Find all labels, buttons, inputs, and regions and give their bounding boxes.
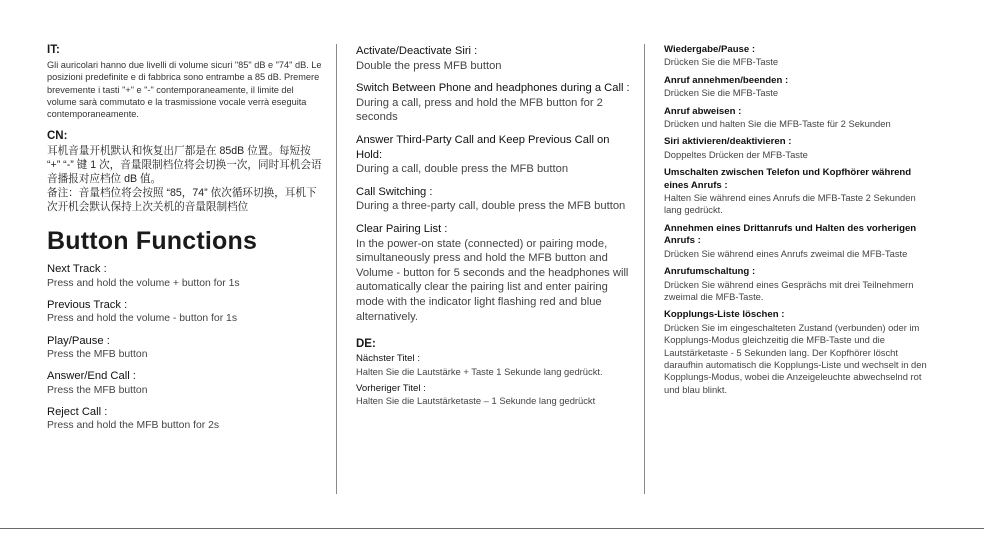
function-item xyxy=(356,185,632,214)
function-item xyxy=(664,309,934,396)
function-item xyxy=(47,298,325,327)
function-desc: Press the MFB button xyxy=(47,349,148,361)
function-title: Kopplungs-Liste löschen : xyxy=(664,309,785,321)
cn-heading: CN: xyxy=(47,130,68,143)
cn-paragraph-1: 耳机音量开机默认和恢复出厂都是在 85dB 位置。每短按 “+” “-” 键 1 次，音量限制档位将会切换一次，同时耳机会语音播报对应档位 dB 值。 xyxy=(47,145,322,186)
function-desc: Press and hold the volume + button for 1s xyxy=(47,277,240,289)
function-desc: In the power-on state (connected) or pairing mode, simultaneously press and hold the MFB button and Volume - button for 5 seconds and the headphones will automatically clear the pairing list and enter pairing mode with the indicator light flashing red and blue alternatively. xyxy=(356,237,629,323)
function-item xyxy=(664,136,934,161)
function-item xyxy=(664,167,934,217)
it-heading: IT: xyxy=(47,44,60,56)
function-title: Nächster Titel : xyxy=(356,353,420,365)
function-title: Annehmen eines Drittanrufs und Halten des vorherigen Anrufs : xyxy=(664,222,917,247)
function-item xyxy=(664,44,934,69)
function-title: Call Switching : xyxy=(356,185,433,198)
button-functions-heading: Button Functions xyxy=(47,227,258,256)
function-title: Vorheriger Titel : xyxy=(356,382,426,394)
function-title: Reject Call : xyxy=(47,405,108,418)
function-desc: Press the MFB button xyxy=(47,384,148,396)
column-middle xyxy=(356,44,632,413)
cn-paragraph-2: 备注：音量档位将会按照 “85，74” 依次循环切换，耳机下次开机会默认保持上次关机的音量限制档位 xyxy=(47,186,317,213)
function-desc: During a three-party call, double press the MFB button xyxy=(356,200,626,213)
function-title: Answer/End Call : xyxy=(47,370,136,383)
function-item xyxy=(47,405,325,434)
function-title: Next Track : xyxy=(47,263,107,276)
function-title: Activate/Deactivate Siri : xyxy=(356,45,478,57)
function-item xyxy=(47,262,325,291)
function-title: Anrufumschaltung : xyxy=(664,266,756,278)
function-desc: Drücken Sie die MFB-Taste xyxy=(664,87,779,99)
function-title: Previous Track : xyxy=(47,299,128,312)
function-item xyxy=(356,44,632,73)
function-title: Wiedergabe/Pause : xyxy=(664,44,756,55)
function-item xyxy=(664,223,934,260)
function-title: Umschalten zwischen Telefon und Kopfhörer während eines Anrufs : xyxy=(664,167,912,191)
function-title: Switch Between Phone and headphones during a Call : xyxy=(356,82,630,95)
function-item xyxy=(664,75,934,100)
function-title: Play/Pause : xyxy=(47,334,110,347)
de-heading: DE: xyxy=(356,338,376,351)
column-divider xyxy=(644,44,645,494)
function-desc: Drücken Sie während eines Anrufs zweimal die MFB-Taste xyxy=(664,247,908,259)
function-desc: During a call, double press the MFB button xyxy=(356,163,569,176)
function-desc: Drücken und halten Sie die MFB-Taste für 2 Sekunden xyxy=(664,118,891,130)
function-item xyxy=(664,106,934,131)
function-desc: Doppeltes Drücken der MFB-Taste xyxy=(664,148,808,160)
it-paragraph: Gli auricolari hanno due livelli di volume sicuri "85" dB e "74" dB. Le posizioni predefinite e di fabbrica sono entrambe a 85 dB. Premere brevemente i tasti "+" e "-" contemporaneamente, il limite del volume sarà commutato e la trasmissione vocale verrà eseguita contemporaneamente. xyxy=(47,60,322,120)
function-desc: Press and hold the MFB button for 2s xyxy=(47,420,220,432)
function-desc: During a call, press and hold the MFB button for 2 seconds xyxy=(356,96,603,124)
column-divider xyxy=(336,44,337,494)
page-bottom-rule xyxy=(0,528,984,529)
column-left xyxy=(47,44,325,441)
function-desc: Drücken Sie die MFB-Taste xyxy=(664,56,779,68)
function-desc: Drücken Sie im eingeschalteten Zustand (verbunden) oder im Kopplungs-Modus gleichzeitig die MFB-Taste und die Lautstärketaste - 5 Sekunden lang. Der Kopfhörer löscht daraufhin automatisch die Kopplungs-Liste und wechselt in den Kopplungs-Modus, wobei die Anzeigeleuchte abwechselnd rot und blau blinkt. xyxy=(664,321,927,395)
function-title: Siri aktivieren/deaktivieren : xyxy=(664,136,792,148)
function-item xyxy=(356,81,632,125)
function-item xyxy=(356,383,632,408)
function-title: Clear Pairing List : xyxy=(356,222,448,235)
function-item xyxy=(664,266,934,303)
function-desc: Halten Sie während eines Anrufs die MFB-Taste 2 Sekunden lang gedrückt. xyxy=(664,192,916,216)
function-item xyxy=(47,334,325,363)
function-item xyxy=(356,353,632,378)
function-title: Anruf abweisen : xyxy=(664,105,742,117)
function-desc: Double the press MFB button xyxy=(356,59,502,72)
function-item xyxy=(356,222,632,324)
function-desc: Halten Sie die Lautstärke + Taste 1 Sekunde lang gedrückt. xyxy=(356,365,603,377)
function-desc: Drücken Sie während eines Gesprächs mit drei Teilnehmern zweimal die MFB-Taste. xyxy=(664,278,914,302)
function-item xyxy=(356,133,632,177)
function-title: Answer Third-Party Call and Keep Previous Call on Hold: xyxy=(356,133,610,161)
column-right xyxy=(664,44,934,402)
function-title: Anruf annehmen/beenden : xyxy=(664,74,789,86)
function-item xyxy=(47,369,325,398)
function-desc: Press and hold the volume - button for 1s xyxy=(47,313,238,325)
function-desc: Halten Sie die Lautstärketaste – 1 Sekunde lang gedrückt xyxy=(356,395,596,407)
